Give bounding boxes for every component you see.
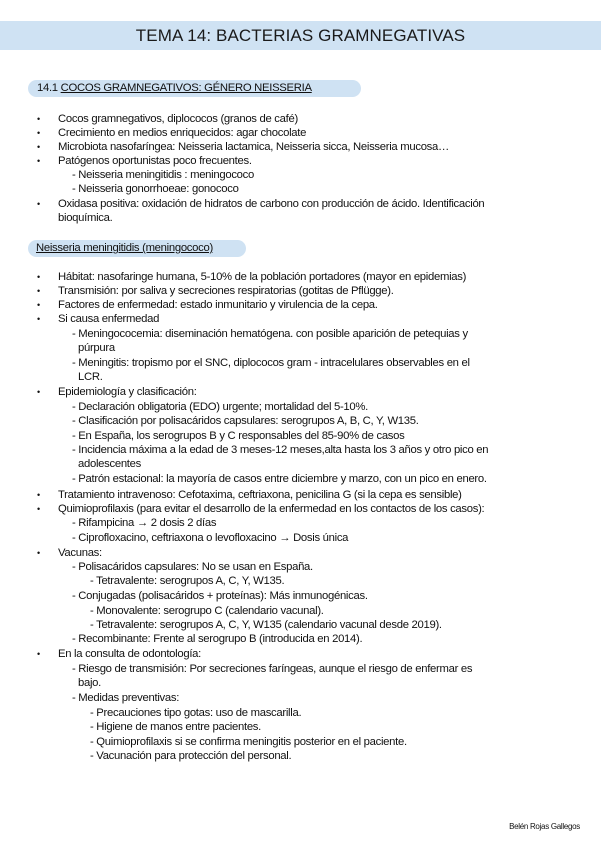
bullet-icon: • — [37, 504, 41, 514]
sub-sub-list-item: - Precauciones tipo gotas: uso de mascarilla. — [90, 707, 302, 719]
sub-list-item: - Neisseria gonorrhoeae: gonococo — [72, 183, 239, 195]
sub-sub-list-item: - Tetravalente: serogrupos A, C, Y, W135 (calendario vacunal desde 2019). — [90, 619, 442, 631]
sub-sub-list-item: - Higiene de manos entre pacientes. — [90, 721, 261, 733]
sub-list-item: - Riesgo de transmisión: Por secreciones faríngeas, aunque el riesgo de enfermar es — [72, 663, 473, 675]
sub-list-item-continuation: adolescentes — [78, 458, 141, 470]
page-title: TEMA 14: BACTERIAS GRAMNEGATIVAS — [0, 21, 601, 50]
sub-list-item: - Meningitis: tropismo por el SNC, diplococos gram - intracelulares observables en el — [72, 357, 470, 369]
list-item: Hábitat: nasofaringe humana, 5-10% de la población portadores (mayor en epidemias) — [58, 271, 467, 283]
section-title: COCOS GRAMNEGATIVOS: GÉNERO NEISSERIA — [60, 82, 312, 94]
list-item-continuation: bioquímica. — [58, 212, 113, 224]
bullet-icon: • — [37, 490, 41, 500]
bullet-icon: • — [37, 142, 41, 152]
author-footer: Belén Rojas Gallegos — [509, 822, 580, 831]
sub-list-item: - Meningococemia: diseminación hematógena. con posible aparición de petequias y — [72, 328, 468, 340]
list-item: Tratamiento intravenoso: Cefotaxima, ceftriaxona, penicilina G (si la cepa es sensible) — [58, 489, 462, 501]
bullet-icon: • — [37, 548, 41, 558]
subsection-title: Neisseria meningitidis (meningococo) — [36, 242, 213, 254]
bullet-icon: • — [37, 314, 41, 324]
sub-sub-list-item: - Quimioprofilaxis si se confirma meningitis posterior en el paciente. — [90, 736, 407, 748]
bullet-icon: • — [37, 128, 41, 138]
sub-list-item: - Neisseria meningitidis : meningococo — [72, 169, 254, 181]
bullet-icon: • — [37, 300, 41, 310]
sub-sub-list-item: - Tetravalente: serogrupos A, C, Y, W135. — [90, 575, 285, 587]
bullet-icon: • — [37, 272, 41, 282]
list-item: Vacunas: — [58, 547, 102, 559]
sub-list-item: - Recombinante: Frente al serogrupo B (introducida en 2014). — [72, 633, 363, 645]
sub-sub-list-item: - Vacunación para protección del personal. — [90, 750, 292, 762]
sub-sub-list-item: - Monovalente: serogrupo C (calendario vacunal). — [90, 605, 324, 617]
bullet-icon: • — [37, 199, 41, 209]
list-item: Cocos gramnegativos, diplococos (granos de café) — [58, 113, 298, 125]
list-item: Crecimiento en medios enriquecidos: agar chocolate — [58, 127, 307, 139]
list-item: Factores de enfermedad: estado inmunitario y virulencia de la cepa. — [58, 299, 378, 311]
list-item: Transmisión: por saliva y secreciones respiratorias (gotitas de Pflügge). — [58, 285, 394, 297]
sub-list-item: - Patrón estacional: la mayoría de casos entre diciembre y marzo, con un pico en enero. — [72, 473, 487, 485]
sub-list-item: - Declaración obligatoria (EDO) urgente; mortalidad del 5-10%. — [72, 401, 368, 413]
list-item: Oxidasa positiva: oxidación de hidratos de carbono con producción de ácido. Identificación — [58, 198, 485, 210]
list-item: Patógenos oportunistas poco frecuentes. — [58, 155, 252, 167]
sub-list-item: - Conjugadas (polisacáridos + proteínas): Más inmunogénicas. — [72, 590, 368, 602]
sub-list-item-continuation: LCR. — [78, 371, 103, 383]
bullet-icon: • — [37, 649, 41, 659]
sub-list-item: - En España, los serogrupos B y C responsables del 85-90% de casos — [72, 430, 405, 442]
list-item: Microbiota nasofaríngea: Neisseria lactamica, Neisseria sicca, Neisseria mucosa… — [58, 141, 450, 153]
sub-list-item: - Polisacáridos capsulares: No se usan en España. — [72, 561, 313, 573]
sub-list-item: - Rifampicina → 2 dosis 2 días — [72, 517, 217, 529]
list-item: Si causa enfermedad — [58, 313, 160, 325]
sub-list-item: - Ciprofloxacino, ceftriaxona o levofloxacino → Dosis única — [72, 532, 349, 544]
sub-list-item: - Clasificación por polisacáridos capsulares: serogrupos A, B, C, Y, W135. — [72, 415, 419, 427]
list-item: En la consulta de odontología: — [58, 648, 201, 660]
bullet-icon: • — [37, 286, 41, 296]
subsection-heading-meningitidis — [28, 240, 246, 257]
list-item: Quimioprofilaxis (para evitar el desarrollo de la enfermedad en los contactos de los casos): — [58, 503, 485, 515]
sub-list-item-continuation: púrpura — [78, 342, 115, 354]
bullet-icon: • — [37, 387, 41, 397]
section-heading-neisseria — [28, 80, 361, 97]
list-item: Epidemiología y clasificación: — [58, 386, 197, 398]
sub-list-item-continuation: bajo. — [78, 677, 101, 689]
sub-list-item: - Incidencia máxima a la edad de 3 meses-12 meses,alta hasta los 3 años y otro pico en — [72, 444, 489, 456]
sub-list-item: - Medidas preventivas: — [72, 692, 180, 704]
section-number: 14.1 — [37, 82, 58, 94]
bullet-icon: • — [37, 156, 41, 166]
bullet-icon: • — [37, 114, 41, 124]
